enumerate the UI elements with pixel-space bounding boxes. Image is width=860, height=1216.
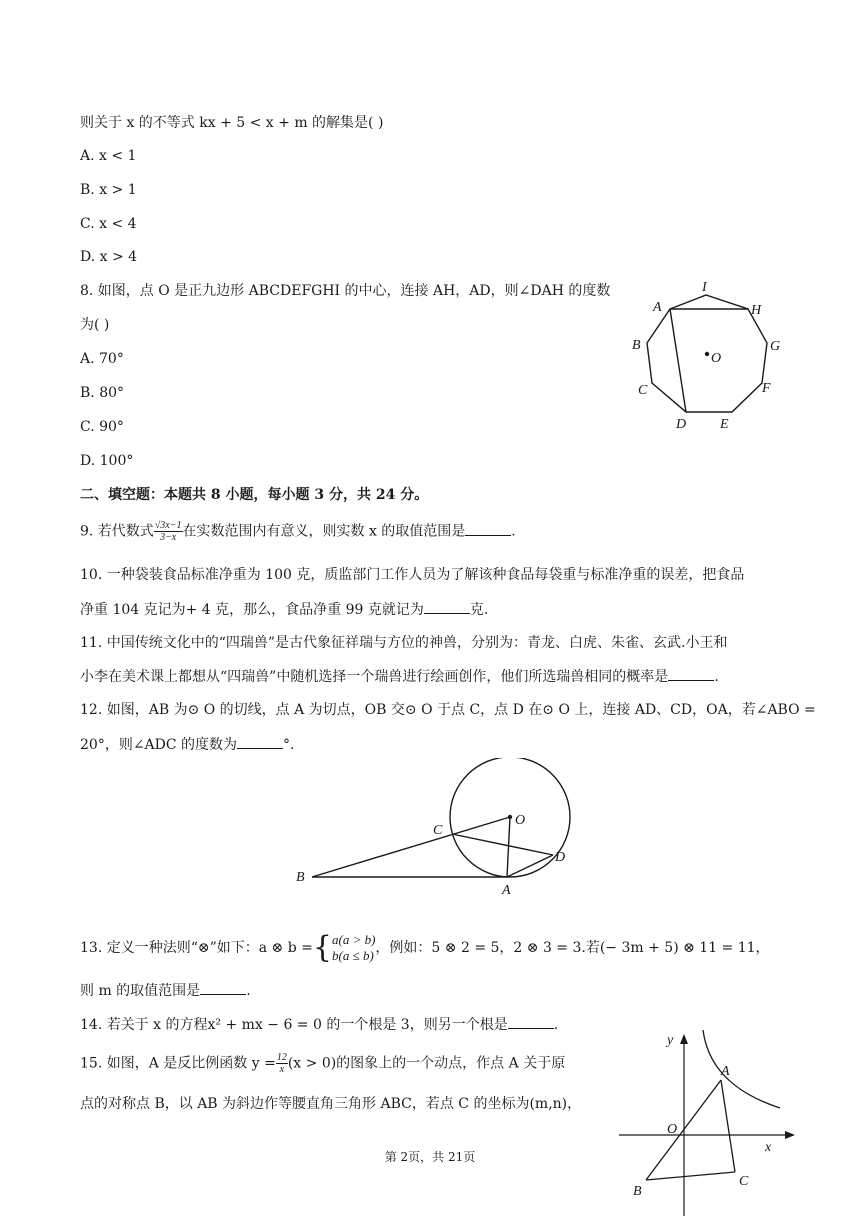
q12-label-b: B bbox=[296, 870, 305, 885]
q12-circle-figure bbox=[290, 758, 580, 898]
q10-answer-blank[interactable] bbox=[424, 599, 470, 614]
q11-line2-after: . bbox=[714, 669, 719, 685]
q7-option-b: B. x > 1 bbox=[80, 182, 137, 198]
q10-line2-after: 克. bbox=[469, 602, 489, 618]
q12-center-dot bbox=[508, 815, 512, 819]
q15-label-y: y bbox=[667, 1033, 674, 1048]
q8-label-c: C bbox=[638, 383, 648, 398]
q12-answer-blank[interactable] bbox=[237, 734, 283, 749]
q13-line2 bbox=[80, 980, 251, 1001]
q9-frac-den: 3−x bbox=[160, 532, 177, 543]
q15-fraction bbox=[276, 1052, 288, 1075]
q15-frac-num: 12 bbox=[276, 1052, 287, 1063]
q13-before: 13. 定义一种法则“⊗”如下：a ⊗ b = bbox=[80, 940, 313, 956]
q11-line1: 11. 中国传统文化中的“四瑞兽”是古代象征祥瑞与方位的神兽，分别为：青龙、白虎、朱雀、玄武.小王和 bbox=[80, 635, 728, 651]
q15-line2: 点的对称点 B，以 AB 为斜边作等腰直角三角形 ABC，若点 C 的坐标为(m,n)， bbox=[80, 1096, 582, 1112]
q9-fraction bbox=[154, 520, 183, 543]
q12-line2-after: °. bbox=[283, 737, 295, 753]
q15-before: 15. 如图，A 是反比例函数 y = bbox=[80, 1055, 276, 1072]
q15-label-o: O bbox=[667, 1122, 678, 1137]
q8-label-o: O bbox=[711, 351, 722, 366]
section2-title: 二、填空题：本题共 8 小题，每小题 3 分，共 24 分。 bbox=[80, 487, 429, 503]
q8-option-d: D. 100° bbox=[80, 453, 134, 469]
q8-label-a: A bbox=[653, 300, 662, 315]
q14-line bbox=[80, 1014, 558, 1035]
q9-end: . bbox=[511, 523, 516, 540]
q12-label-a: A bbox=[502, 883, 511, 898]
q8-label-h: H bbox=[751, 303, 762, 318]
q13-cases bbox=[332, 932, 375, 964]
q15-label-b: B bbox=[633, 1184, 642, 1199]
q13-case2: b(a ≤ b) bbox=[331, 948, 374, 963]
q8-center-dot bbox=[705, 352, 709, 356]
q8-label-i: I bbox=[702, 280, 707, 295]
q7-option-d: D. x > 4 bbox=[80, 249, 138, 265]
q11-line2-before: 小李在美术课上都想从“四瑞兽”中随机选择一个瑞兽进行绘画创作，他们所选瑞兽相同的概率是 bbox=[80, 669, 669, 685]
q13-brace: { bbox=[312, 930, 332, 965]
q15-after: (x > 0)的图象上的一个动点，作点 A 关于原 bbox=[287, 1055, 566, 1072]
q9-before: 9. 若代数式 bbox=[80, 523, 154, 540]
q8-label-g: G bbox=[770, 339, 781, 354]
q14-after: . bbox=[553, 1017, 559, 1033]
q11-line2 bbox=[80, 666, 719, 687]
q10-line2-before: 净重 104 克记为+ 4 克，那么，食品净重 99 克就记为 bbox=[80, 602, 424, 618]
q10-line1: 10. 一种袋装食品标准净重为 100 克，质监部门工作人员为了解该种食品每袋重与标准净重的误差，把食品 bbox=[80, 567, 745, 583]
q14-answer-blank[interactable] bbox=[508, 1014, 554, 1029]
q11-answer-blank[interactable] bbox=[668, 666, 714, 681]
q12-label-d: D bbox=[555, 850, 566, 865]
q13-case1: a(a > b) bbox=[331, 932, 376, 947]
q13-after: ，例如：5 ⊗ 2 = 5，2 ⊗ 3 = 3.若(− 3m + 5) ⊗ 11 = 11， bbox=[375, 940, 770, 956]
q8-label-f: F bbox=[762, 381, 771, 396]
q13-line1 bbox=[80, 930, 770, 966]
q12-label-o: O bbox=[515, 813, 526, 828]
q15-coordinate-figure bbox=[615, 1030, 815, 1216]
q14-before: 14. 若关于 x 的方程x² + mx − 6 = 0 的一个根是 3，则另一个根是 bbox=[80, 1017, 508, 1033]
q9-line bbox=[80, 520, 516, 543]
q10-line2 bbox=[80, 599, 488, 620]
q8-stem-line1: 8. 如图，点 O 是正九边形 ABCDEFGHI 的中心，连接 AH，AD，则∠DAH 的度数 bbox=[80, 283, 611, 299]
q8-label-b: B bbox=[632, 338, 641, 353]
q15-label-a: A bbox=[721, 1064, 730, 1079]
page-footer: 第 2页，共 21页 bbox=[384, 1150, 476, 1164]
q8-option-b: B. 80° bbox=[80, 385, 125, 401]
q9-after: 在实数范围内有意义，则实数 x 的取值范围是 bbox=[182, 523, 466, 540]
q13-line2-before: 则 m 的取值范围是 bbox=[80, 983, 201, 999]
q12-line1: 12. 如图，AB 为⊙ O 的切线，点 A 为切点，OB 交⊙ O 于点 C，点 D 在⊙ O 上，连接 AD、CD，OA，若∠ABO = bbox=[80, 702, 816, 718]
q13-line2-after: . bbox=[246, 983, 251, 999]
q15-label-c: C bbox=[739, 1174, 749, 1189]
q7-option-a: A. x < 1 bbox=[80, 148, 137, 164]
q8-nonagon-figure bbox=[620, 275, 790, 440]
q8-stem-line2: 为( ) bbox=[80, 317, 110, 333]
q8-label-e: E bbox=[720, 417, 729, 432]
q15-line1 bbox=[80, 1052, 565, 1075]
q12-line2 bbox=[80, 734, 295, 755]
q7-stem: 则关于 x 的不等式 kx + 5 < x + m 的解集是( ) bbox=[80, 115, 384, 131]
q12-label-c: C bbox=[433, 823, 443, 838]
q7-option-c: C. x < 4 bbox=[80, 216, 137, 232]
q9-frac-num: √3x−1 bbox=[154, 520, 182, 531]
q12-line2-before: 20°，则∠ADC 的度数为 bbox=[80, 737, 238, 753]
q15-label-x: x bbox=[765, 1140, 772, 1155]
q15-frac-den: x bbox=[279, 1064, 285, 1075]
q8-option-a: A. 70° bbox=[80, 351, 124, 367]
q8-label-d: D bbox=[676, 417, 687, 432]
q13-answer-blank[interactable] bbox=[200, 980, 246, 995]
q9-answer-blank[interactable] bbox=[465, 521, 511, 536]
q8-option-c: C. 90° bbox=[80, 419, 124, 435]
